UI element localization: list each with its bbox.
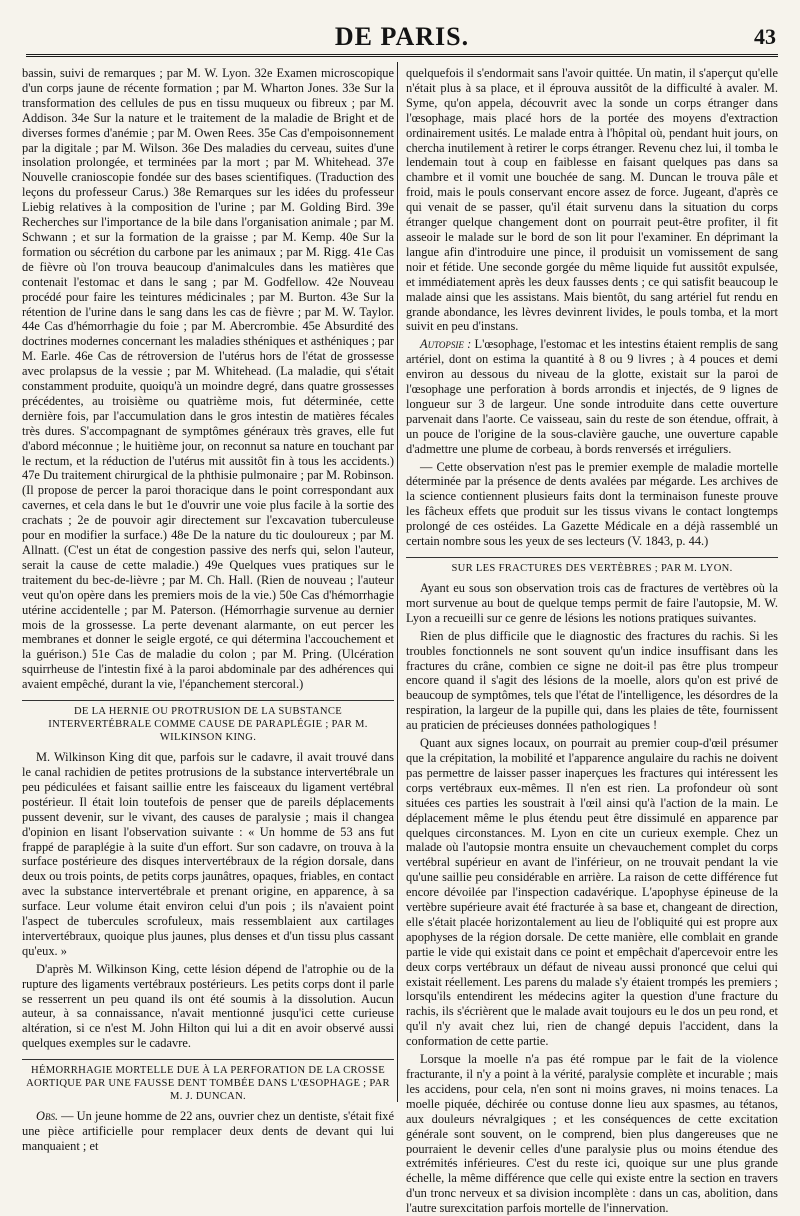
obs-text: — Un jeune homme de 22 ans, ouvrier chez un dentiste, s'était fixé une pièce artificielle pour remplacer deux dents de devant qui lui manquaient ; et (22, 1109, 394, 1153)
paragraph-king-1: M. Wilkinson King dit que, parfois sur le cadavre, il avait trouvé dans le canal rachidien de petites protrusions de la substance intervertébrale un peu pédiculées et faisant saillie entre les faisceaux du ligament vertébral postérieur. Il était loin toutefois de penser que de pareils déplacements pussent devenir, sur le vivant, des causes de paralysie ; mais il changea d'opinion en lisant l'observation suivante : « Un homme de 53 ans fut frappé de paraplégie à la suite d'un effort. Sur son cadavre, on trouva à la surface postérieure des disques intervertébraux de la région dorsale, dans deux ou trois points, de petits corps jaunâtres, opaques, friables, en contact avec la substance intervertébrale et prenant origine, en apparence, à sa surface. Leur volume était environ celui d'un pois ; ils n'avaient point l'aspect de tubercules scrofuleux, mais ressemblaient aux cartilages intervertébraux, quoique plus jaunes, plus denses et d'un tissu plus cassant qu'eux. » (22, 750, 394, 958)
paragraph-lyon-3: Quant aux signes locaux, on pourrait au premier coup-d'œil présumer que la crépitation, la mobilité et l'apparence angulaire du rachis ne doivent pas permettre de laisser passer inaperçues les fractures qui intéressent les corps vertébraux eux-mêmes. Il n'en est rien. La profondeur où sont situées ces parties les soustrait à l'œil ainsi qu'à l'action de la main. Le déplacement même le plus étendu peut être dissimulé en apparence par quelques circonstances. M. Lyon en cite un curieux exemple. Chez un malade où l'autopsie montra ensuite un chevauchement complet du corps vertébral supérieur en avant de l'inférieur, on ne trouvait pendant la vie qu'une saillie peu considérable en arrière. La raison de cette différence fut encore dévoilée par l'inspection cadavérique. L'apophyse épineuse de la vertèbre supérieure avait été fracturée à sa base et, changeant de direction, elle s'était placée horizontalement au lieu de l'obliquité qui est propre aux apophyses de la région dorsale. De cette manière, elle comblait en grande partie le vide qui existait dans ce point et empêchait d'apercevoir entre les deux corps vertébraux un défaut de niveau aussi prononcé que celui qui existait réellement. Les parens du malade s'y étaient trompés les premiers ; lorsqu'ils entendirent les médecins agiter la question d'une fracture du rachis, ils s'écrièrent que le malade avait toujours eu le dos un peu rond, et qu'il n'y avait chez lui, rien de changé depuis l'accident, dans la conformation de cette partie. (406, 736, 778, 1049)
page-header (26, 14, 778, 57)
paragraph-list-of-articles: bassin, suivi de remarques ; par M. W. Lyon. 32e Examen microscopique d'un corps jaune de récente formation ; par M. Wharton Jones. 33e Sur la transformation des cellules de pus en tissu muqueux ou fibreux ; par M. Addison. 34e Sur la nature et le traitement de la maladie de Bright et de diverses formes d'anémie ; par M. Owen Rees. 35e Cas d'empoisonnement par la digitale ; par M. Wilson. 36e Des maladies du cerveau, suites d'une insolation prolongée, et terminées par la mort ; par M. Whitehead. 37e Nouvelle cranioscopie fondée sur des bases scientifiques. (Traduction des leçons du professeur Carus.) 38e Remarques sur les idées du professeur Liebig relatives à la composition de l'urine ; par M. Golding Bird. 39e Recherches sur l'importance de la bile dans l'organisation animale ; par M. Schwann ; et sur la formation de la graisse ; par M. Kemp. 40e Sur la formation ou sécrétion du carbone par les animaux ; par M. Rigg. 41e Cas de fièvre où l'on trouva beaucoup d'animalcules dans les matières que contenait l'estomac et dans le sang ; par M. Godfellow. 42e Nouveau procédé pour faire les teintures médicinales ; par M. Burton. 43e Sur la rétention de l'urine dans le sang dans les cas de fièvre ; par M. W. Taylor. 44e Cas d'hémorrhagie du foie ; par M. Abercrombie. 45e Absurdité des doctrines modernes concernant les maladies sthéniques et asthéniques ; par M. Earle. 46e Cas de rétroversion de l'utérus hors de l'état de grossesse avec prolapsus de la vessie ; par M. Whitehead. (La maladie, qui s'était constamment produite, quoiqu'à un moindre degré, dans quatre grossesses précédentes, au troisième ou quatrième mois, fut déterminée, cette dernière fois, par l'accumulation dans le gros intestin de matières fécales très dures. S'accompagnant de symptômes généraux très graves, elle fut d'abord méconnue ; le huitième jour, on reconnut sa nature en touchant par le rectum, et la réduction de l'utérus mit aussitôt fin à tous les accidents.) 47e Du traitement chirurgical de la phthisie pulmonaire ; par M. Robinson. (Il propose de percer la paroi thoracique dans le point correspondant aux cavernes, et cela dans le but 1e d'ouvrir une voie plus facile à la sortie des crachats ; 2e de pouvoir agir directement sur l'excavation tuberculeuse pour en modifier la surface.) 48e De la nature du tic douloureux ; par M. Allnatt. (C'est un état de congestion passive des nerfs qui, selon l'auteur, serait la cause de cette maladie.) 49e Quelques vues pratiques sur le traitement du bec-de-lièvre ; par M. Ch. Hall. (Rien de nouveau ; l'auteur veut qu'on opère dans les premiers mois de la vie.) 50e Cas d'hémorrhagie utérine accidentelle ; par M. Paterson. (Hémorrhagie survenue au dernier mois de la grossesse. La perte devenant alarmante, on eut percer les membranes et donner le seigle ergoté, ce qui détermina l'accouchement et la guérison.) 51e Cas de maladie du colon ; par M. Pring. (Ulcération squirrheuse de l'intestin fixé à la paroi abdominale par des adhérences qui avaient empêché, durant la vie, l'épanchement stercoral.) (22, 66, 394, 692)
paragraph-duncan-continued: quelquefois il s'endormait sans l'avoir quittée. Un matin, il s'aperçut qu'elle n'était plus à sa place, et il éprouva aussitôt de la difficulté à avaler. M. Syme, qu'on appela, découvrit avec la sonde un corps étranger dans l'œsophage, mais placé hors de la portée des moyens d'extraction ordinairement usités. Le malade entra à l'hôpital où, pendant huit jours, on chercha inutilement à retirer le corps étranger. Revenu chez lui, il tomba le lendemain tout à coup en faiblesse en faisant quelques pas dans sa chambre et il vomit une bouchée de sang. M. Duncan le trouva pâle et froid, mais le pouls conservant encore assez de force. Jugeant, d'après ce qui venait de se passer, qu'il était survenu dans la situation du corps étranger quelque changement dont on pourrait peut-être profiter, il fit asseoir le malade sur le bord de son lit pour l'examiner. En déprimant la langue afin d'introduire une pince, il produisit un vomissement de sang noir et fétide. Une seconde gorgée du même liquide fut aussitôt expulsée, et immédiatement après les deux fausses dents ; ce qui satisfit beaucoup le malade ainsi que les assistans. Mais bientôt, du sang artériel fut rendu en grande abondance, les lèvres devinrent livides, le pouls tomba, et la mort suivit en peu d'instans. (406, 66, 778, 334)
paragraph-lyon-4: Lorsque la moelle n'a pas été rompue par le fait de la violence fracturante, il n'y a point à la vérité, paralysie complète et incurable ; mais les accidens, pour cela, n'en sont ni moins graves, ni moins tenaces. La moelle piquée, déchirée ou contuse donne lieu aux spasmes, au tétanos, aux douleurs névralgiques ; et les conséquences de cette excitation générale sont souvent, on le comprend, bien plus dangereuses que ne pourraient le devenir celles d'une paralysie plus ou moins étendue des extrémités inférieures. C'est du reste ici, quoique sur une plus grande échelle, la même différence que celle qui existe entre la section en travers d'un tronc nerveux et sa division incomplète : dans un cas, abolition, dans l'autre surexcitation parfois mortelle de l'innervation. (406, 1052, 778, 1216)
left-column (22, 66, 394, 1153)
section-title-hemorrhagie: HÉMORRHAGIE MORTELLE DUE À LA PERFORATION DE LA CROSSE AORTIQUE PAR UNE FAUSSE DENT TOMBÉE DANS L'ŒSOPHAGE ; PAR M. J. DUNCAN. (22, 1059, 394, 1103)
paragraph-lyon-2: Rien de plus difficile que le diagnostic des fractures du rachis. Si les troubles fonctionnels ne sont souvent qu'un indice insuffisant dans les fractures du crâne, combien ce signe ne doit-il pas être plus trompeur encore quand il s'agit des lésions de la moelle, alors qu'on est privé de beaucoup de symptômes, tels que l'état de l'intelligence, les désordres de la respiration, la largeur de la pupille qui, dans les plaies de tête, fournissent au praticien de précieuses données pathologiques ! (406, 628, 778, 733)
autopsie-label: Autopsie : (420, 337, 472, 352)
paragraph-observation-note: — Cette observation n'est pas le premier exemple de maladie mortelle déterminée par la présence de dents avalées par mégarde. Les archives de la science contiennent plusieurs faits dont la terminaison funeste prouve les fâcheux effets que produit sur les tissus vivans le contact longtemps prolongé de ces ostéides. La Gazette Médicale en a déjà rassemblé un certain nombre sous les yeux de ses lecteurs (V. 1843, p. 44.) (406, 459, 778, 549)
paragraph-obs (22, 1109, 394, 1154)
obs-label: Obs. (36, 1109, 59, 1124)
autopsie-text: L'œsophage, l'estomac et les intestins étaient remplis de sang artériel, dont on estima la quantité à 8 ou 9 livres ; à 4 pouces et demi environ au dessous du niveau de la glotte, existait sur la paroi de l'œsophage une perforation à bords arrondis et injectés, de 9 lignes de longueur sur 3 de largeur. Une sonde introduite dans cette ouverture parvenait dans l'aorte. Ce vaisseau, sain du reste de son étendue, offrait, à un pouce de l'origine de la sous-clavière gauche, une ouverture capable d'admettre une plume de corbeau, à bords renversés et irréguliers. (406, 337, 778, 456)
paragraph-king-2: D'après M. Wilkinson King, cette lésion dépend de l'atrophie ou de la rupture des ligaments vertébraux postérieurs. Les petits corps dont il parle se resserrent un peu quand ils ont été soumis à la dissolution. Aucun auteur, à sa connaissance, n'avait mentionné jusqu'ici cette curieuse altération, si ce n'est M. John Hilton qui lui a dit en avoir observé aussi quelques exemples sur le cadavre. (22, 961, 394, 1051)
right-column (406, 66, 778, 1216)
section-title-fractures: SUR LES FRACTURES DES VERTÈBRES ; PAR M. LYON. (406, 557, 778, 575)
paragraph-lyon-1: Ayant eu sous son observation trois cas de fractures de vertèbres où la mort survenue au bout de quelque temps permit de faire l'autopsie, M. W. Lyon a recueilli sur ce genre de lésions les notions pratiques suivantes. (406, 581, 778, 625)
column-divider (397, 62, 398, 1102)
page-title: DE PARIS. (334, 22, 470, 51)
paragraph-autopsie (406, 337, 778, 456)
page-number: 43 (754, 24, 776, 49)
section-title-hernie: DE LA HERNIE OU PROTRUSION DE LA SUBSTANCE INTERVERTÉBRALE COMME CAUSE DE PARAPLÉGIE ; PAR M. WILKINSON KING. (22, 700, 394, 744)
